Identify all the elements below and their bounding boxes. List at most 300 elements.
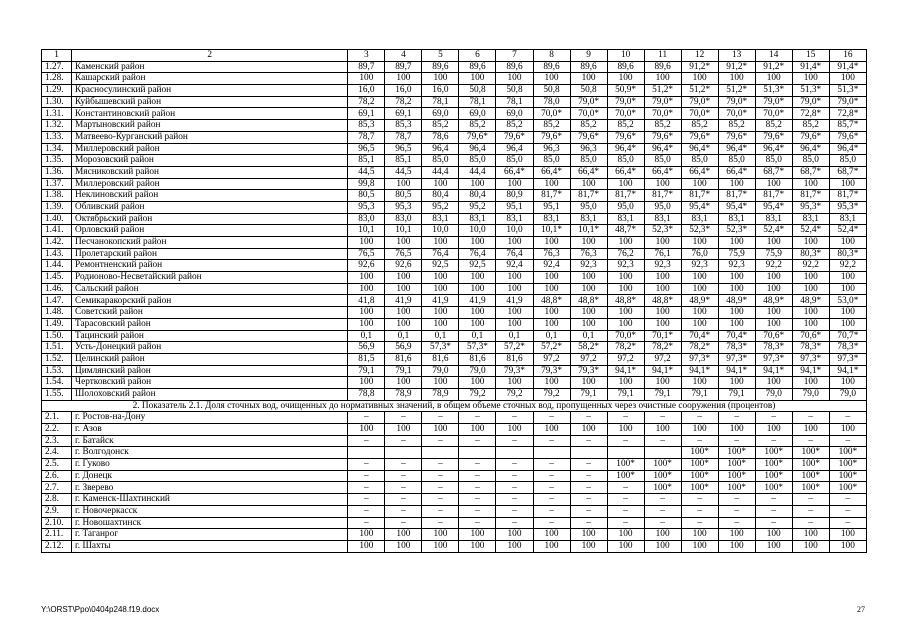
value-cell: 79,2	[459, 388, 496, 400]
value-cell: 97,2	[533, 353, 570, 365]
value-cell: 100	[385, 529, 422, 541]
value-cell: 100	[644, 237, 681, 249]
value-cell: 81,6	[459, 353, 496, 365]
value-cell: 85,0	[422, 155, 459, 167]
value-cell: –	[644, 435, 681, 447]
value-cell: 41,9	[496, 295, 533, 307]
value-cell: 85,2	[644, 120, 681, 132]
value-cell: 100	[792, 237, 829, 249]
value-cell: 52,4*	[829, 225, 866, 237]
row-number: 1.54.	[42, 377, 72, 389]
value-cell: 96,4	[459, 143, 496, 155]
value-cell: 76,5	[385, 248, 422, 260]
row-name: г. Новошахтинск	[72, 517, 348, 529]
value-cell: 83,0	[385, 213, 422, 225]
row-number: 1.45.	[42, 272, 72, 284]
value-cell: 57,3*	[422, 342, 459, 354]
value-cell: 99,8	[348, 178, 385, 190]
value-cell: 100	[348, 237, 385, 249]
value-cell: 100	[570, 283, 607, 295]
value-cell	[459, 447, 496, 459]
value-cell: 0,1	[385, 330, 422, 342]
value-cell: 100	[459, 318, 496, 330]
value-cell: 57,3*	[459, 342, 496, 354]
value-cell: 100	[755, 272, 792, 284]
value-cell: 89,6	[644, 61, 681, 73]
value-cell: 95,1	[496, 201, 533, 213]
value-cell: 92,4	[533, 260, 570, 272]
value-cell: –	[755, 517, 792, 529]
value-cell: 79,0*	[755, 96, 792, 108]
value-cell: 76,0	[681, 248, 718, 260]
value-cell: 95,4*	[681, 201, 718, 213]
value-cell: –	[607, 412, 644, 424]
value-cell: 100	[718, 540, 755, 552]
value-cell: 66,4*	[533, 166, 570, 178]
value-cell: 100	[385, 272, 422, 284]
value-cell: 100	[607, 73, 644, 85]
value-cell: 100*	[644, 482, 681, 494]
value-cell: –	[385, 435, 422, 447]
value-cell: 96,4*	[607, 143, 644, 155]
value-cell: 66,4*	[607, 166, 644, 178]
value-cell: 91,2*	[718, 61, 755, 73]
value-cell: 100	[533, 540, 570, 552]
value-cell: 81,5	[348, 353, 385, 365]
value-cell: 95,2	[422, 201, 459, 213]
value-cell: 94,1*	[829, 365, 866, 377]
value-cell: –	[644, 517, 681, 529]
value-cell: 100	[570, 73, 607, 85]
value-cell: –	[644, 505, 681, 517]
value-cell: 100	[829, 73, 866, 85]
row-name: г. Волгодонск	[72, 447, 348, 459]
header-cell: 16	[829, 50, 866, 62]
value-cell: 100	[755, 307, 792, 319]
value-cell: 57,2*	[533, 342, 570, 354]
value-cell: 48,9*	[681, 295, 718, 307]
row-name: Морозовский район	[72, 155, 348, 167]
value-cell: 100	[718, 318, 755, 330]
value-cell: 92,6	[348, 260, 385, 272]
table-row	[42, 353, 867, 365]
row-name: Куйбышевский район	[72, 96, 348, 108]
value-cell: 100*	[755, 447, 792, 459]
value-cell: 100	[570, 237, 607, 249]
row-number: 1.29.	[42, 85, 72, 97]
value-cell: 92,3	[718, 260, 755, 272]
value-cell: –	[422, 470, 459, 482]
value-cell: 83,1	[607, 213, 644, 225]
table-row	[42, 424, 867, 436]
value-cell: 97,3*	[792, 353, 829, 365]
table-row	[42, 388, 867, 400]
value-cell: 92,5	[422, 260, 459, 272]
value-cell: 79,3*	[570, 365, 607, 377]
value-cell: 100	[792, 377, 829, 389]
value-cell: 85,7*	[829, 120, 866, 132]
value-cell: 85,0	[644, 155, 681, 167]
value-cell: 100	[792, 529, 829, 541]
row-number: 1.32.	[42, 120, 72, 132]
value-cell: 83,1	[533, 213, 570, 225]
value-cell: 100	[459, 178, 496, 190]
table-row	[42, 295, 867, 307]
value-cell: –	[422, 505, 459, 517]
value-cell: 50,8	[570, 85, 607, 97]
value-cell: 100	[829, 272, 866, 284]
value-cell: 52,4*	[755, 225, 792, 237]
value-cell: 78,9	[422, 388, 459, 400]
table-row	[42, 120, 867, 132]
value-cell: 78,2*	[681, 342, 718, 354]
value-cell: 92,5	[459, 260, 496, 272]
value-cell: 16,0	[385, 85, 422, 97]
value-cell: 79,6*	[718, 131, 755, 143]
row-name: Кашарский район	[72, 73, 348, 85]
value-cell: 76,4	[496, 248, 533, 260]
value-cell: 78,1	[459, 96, 496, 108]
value-cell	[570, 447, 607, 459]
value-cell: 96,5	[385, 143, 422, 155]
header-cell: 4	[385, 50, 422, 62]
value-cell: 92,3	[644, 260, 681, 272]
value-cell: 70,6*	[755, 330, 792, 342]
table-row	[42, 96, 867, 108]
value-cell: –	[348, 435, 385, 447]
row-name: Мясниковский район	[72, 166, 348, 178]
table-row	[42, 225, 867, 237]
value-cell: 66,4*	[718, 166, 755, 178]
value-cell: 96,4	[496, 143, 533, 155]
value-cell	[533, 447, 570, 459]
value-cell: 70,7*	[829, 330, 866, 342]
value-cell: 100	[422, 283, 459, 295]
value-cell: 79,6*	[459, 131, 496, 143]
value-cell: 100*	[718, 482, 755, 494]
value-cell: 78,2	[385, 96, 422, 108]
row-number: 1.30.	[42, 96, 72, 108]
table-row	[42, 260, 867, 272]
value-cell: 76,1	[644, 248, 681, 260]
value-cell: 100	[496, 237, 533, 249]
value-cell: 85,2	[496, 120, 533, 132]
value-cell: 44,4	[459, 166, 496, 178]
row-name: Сальский район	[72, 283, 348, 295]
value-cell: –	[496, 470, 533, 482]
value-cell: 78,2*	[644, 342, 681, 354]
value-cell: 79,1	[607, 388, 644, 400]
value-cell: 78,7	[385, 131, 422, 143]
value-cell: 78,1	[496, 96, 533, 108]
value-cell: 70,0*	[755, 108, 792, 120]
value-cell: 94,1*	[644, 365, 681, 377]
table-row	[42, 108, 867, 120]
value-cell: 100	[348, 318, 385, 330]
value-cell: 79,3*	[496, 365, 533, 377]
row-number: 2.7.	[42, 482, 72, 494]
row-number: 1.47.	[42, 295, 72, 307]
value-cell: 79,6*	[570, 131, 607, 143]
value-cell: –	[459, 459, 496, 471]
value-cell: 100	[533, 237, 570, 249]
value-cell: –	[459, 494, 496, 506]
value-cell: 100	[348, 307, 385, 319]
value-cell: 85,2	[459, 120, 496, 132]
value-cell: –	[348, 459, 385, 471]
table-row	[42, 377, 867, 389]
value-cell: 100	[681, 318, 718, 330]
row-name: Семикаракорский район	[72, 295, 348, 307]
value-cell: 100	[459, 424, 496, 436]
value-cell: 100	[644, 540, 681, 552]
value-cell: 83,1	[644, 213, 681, 225]
value-cell: 44,5	[385, 166, 422, 178]
value-cell: 100	[644, 178, 681, 190]
value-cell: 52,3*	[644, 225, 681, 237]
row-number: 1.46.	[42, 283, 72, 295]
value-cell: 100	[755, 318, 792, 330]
value-cell: 100	[459, 377, 496, 389]
value-cell: 92,2	[829, 260, 866, 272]
value-cell: –	[829, 505, 866, 517]
value-cell: 51,3*	[792, 85, 829, 97]
value-cell: 100	[385, 318, 422, 330]
value-cell: 10,1	[385, 225, 422, 237]
value-cell: 100	[533, 73, 570, 85]
row-name: Неклиновский район	[72, 190, 348, 202]
value-cell: 83,1	[829, 213, 866, 225]
value-cell: 10,0	[459, 225, 496, 237]
table-row	[42, 342, 867, 354]
value-cell: –	[385, 412, 422, 424]
value-cell: 100	[755, 540, 792, 552]
value-cell: 100	[681, 73, 718, 85]
value-cell: 96,4	[422, 143, 459, 155]
row-number: 2.2.	[42, 424, 72, 436]
value-cell: 83,1	[422, 213, 459, 225]
value-cell: 100	[422, 178, 459, 190]
row-number: 2.3.	[42, 435, 72, 447]
value-cell: 100	[829, 424, 866, 436]
value-cell: 94,1*	[792, 365, 829, 377]
value-cell: 100*	[792, 470, 829, 482]
value-cell: 100	[496, 283, 533, 295]
value-cell: –	[422, 412, 459, 424]
table-row	[42, 178, 867, 190]
value-cell: 79,0	[755, 388, 792, 400]
value-cell: –	[533, 505, 570, 517]
value-cell: 85,0	[607, 155, 644, 167]
header-cell: 2	[72, 50, 348, 62]
value-cell: 100*	[755, 459, 792, 471]
value-cell: 96,4*	[755, 143, 792, 155]
value-cell: –	[644, 494, 681, 506]
value-cell: –	[607, 505, 644, 517]
value-cell: 100	[533, 178, 570, 190]
value-cell: 79,2	[496, 388, 533, 400]
value-cell: 100	[792, 178, 829, 190]
table-row	[42, 447, 867, 459]
value-cell: 100	[459, 307, 496, 319]
value-cell: 78,8	[348, 388, 385, 400]
value-cell: 57,2*	[496, 342, 533, 354]
value-cell: 52,3*	[718, 225, 755, 237]
value-cell: 69,1	[348, 108, 385, 120]
value-cell: 10,1*	[533, 225, 570, 237]
value-cell: 100	[496, 424, 533, 436]
value-cell: –	[792, 412, 829, 424]
value-cell: 95,3*	[829, 201, 866, 213]
value-cell: 100	[718, 307, 755, 319]
value-cell: –	[681, 494, 718, 506]
value-cell: 83,1	[755, 213, 792, 225]
value-cell: 96,4*	[792, 143, 829, 155]
value-cell: 75,9	[718, 248, 755, 260]
value-cell: 80,5	[385, 190, 422, 202]
value-cell: 48,7*	[607, 225, 644, 237]
value-cell: –	[829, 517, 866, 529]
value-cell: 100	[755, 178, 792, 190]
row-name: Шолоховский район	[72, 388, 348, 400]
value-cell: 48,8*	[570, 295, 607, 307]
value-cell: 100	[718, 424, 755, 436]
row-name: г. Батайск	[72, 435, 348, 447]
row-number: 1.27.	[42, 61, 72, 73]
value-cell: –	[385, 494, 422, 506]
value-cell: –	[496, 412, 533, 424]
row-number: 1.31.	[42, 108, 72, 120]
row-name: Каменский район	[72, 61, 348, 73]
value-cell: 0,1	[570, 330, 607, 342]
value-cell: 66,4*	[496, 166, 533, 178]
row-number: 1.55.	[42, 388, 72, 400]
value-cell: 100*	[644, 470, 681, 482]
section-row	[42, 400, 867, 412]
value-cell: 80,3*	[792, 248, 829, 260]
value-cell: 95,1	[533, 201, 570, 213]
value-cell: 100	[533, 529, 570, 541]
value-cell: 100	[348, 272, 385, 284]
value-cell: 96,5	[348, 143, 385, 155]
value-cell: –	[718, 435, 755, 447]
value-cell: 78,0	[533, 96, 570, 108]
row-number: 1.33.	[42, 131, 72, 143]
value-cell: 72,8*	[829, 108, 866, 120]
value-cell: 85,2	[718, 120, 755, 132]
table-row	[42, 505, 867, 517]
value-cell: –	[348, 412, 385, 424]
value-cell: –	[496, 435, 533, 447]
value-cell: 100	[607, 307, 644, 319]
value-cell: 52,4*	[792, 225, 829, 237]
header-cell: 3	[348, 50, 385, 62]
row-name: г. Донецк	[72, 470, 348, 482]
value-cell: 79,6*	[829, 131, 866, 143]
value-cell: –	[496, 482, 533, 494]
value-cell: 48,9*	[718, 295, 755, 307]
table-row	[42, 201, 867, 213]
value-cell: 100*	[755, 470, 792, 482]
value-cell: 66,4*	[681, 166, 718, 178]
value-cell: 85,2	[755, 120, 792, 132]
value-cell: 85,0	[496, 155, 533, 167]
value-cell: 92,2	[792, 260, 829, 272]
value-cell: 100	[644, 377, 681, 389]
value-cell: 79,1	[681, 388, 718, 400]
value-cell: –	[570, 459, 607, 471]
value-cell: 51,3*	[829, 85, 866, 97]
value-cell: 50,8	[533, 85, 570, 97]
row-name: Ремонтненский район	[72, 260, 348, 272]
value-cell: 97,2	[570, 353, 607, 365]
value-cell: 100	[644, 272, 681, 284]
value-cell: 75,9	[755, 248, 792, 260]
value-cell: 58,2*	[570, 342, 607, 354]
value-cell: 81,6	[496, 353, 533, 365]
row-number: 1.48.	[42, 307, 72, 319]
value-cell: 89,6	[422, 61, 459, 73]
value-cell: 100	[422, 318, 459, 330]
value-cell: 81,7*	[718, 190, 755, 202]
value-cell: 69,0	[496, 108, 533, 120]
value-cell: 100	[570, 529, 607, 541]
value-cell: 100	[755, 377, 792, 389]
value-cell: 95,0	[607, 201, 644, 213]
value-cell	[607, 447, 644, 459]
value-cell: 79,0	[422, 365, 459, 377]
value-cell: 100*	[718, 459, 755, 471]
value-cell: 100	[681, 283, 718, 295]
value-cell: 50,8	[496, 85, 533, 97]
value-cell: 100	[681, 529, 718, 541]
value-cell: 78,1	[422, 96, 459, 108]
table-body	[42, 50, 867, 553]
value-cell: 78,9	[385, 388, 422, 400]
header-cell: 6	[459, 50, 496, 62]
value-cell: 92,3	[570, 260, 607, 272]
value-cell: 85,0	[681, 155, 718, 167]
table-row	[42, 85, 867, 97]
table-row	[42, 482, 867, 494]
value-cell: 41,9	[385, 295, 422, 307]
value-cell: 91,2*	[755, 61, 792, 73]
table-row	[42, 131, 867, 143]
value-cell: 100	[422, 73, 459, 85]
value-cell: –	[570, 435, 607, 447]
value-cell: 94,1*	[755, 365, 792, 377]
value-cell: 0,1	[533, 330, 570, 342]
value-cell: 83,1	[570, 213, 607, 225]
value-cell: 76,4	[459, 248, 496, 260]
value-cell: 70,1*	[644, 330, 681, 342]
value-cell: –	[348, 505, 385, 517]
value-cell: 0,1	[422, 330, 459, 342]
value-cell: 85,2	[607, 120, 644, 132]
value-cell: 94,1*	[607, 365, 644, 377]
value-cell: 97,3*	[829, 353, 866, 365]
table-row	[42, 540, 867, 552]
value-cell: 89,6	[570, 61, 607, 73]
table-row	[42, 318, 867, 330]
value-cell: 48,8*	[533, 295, 570, 307]
row-number: 1.49.	[42, 318, 72, 330]
table-row	[42, 166, 867, 178]
value-cell: 100	[718, 377, 755, 389]
value-cell: 100*	[681, 482, 718, 494]
row-number: 2.8.	[42, 494, 72, 506]
value-cell: 51,2*	[681, 85, 718, 97]
